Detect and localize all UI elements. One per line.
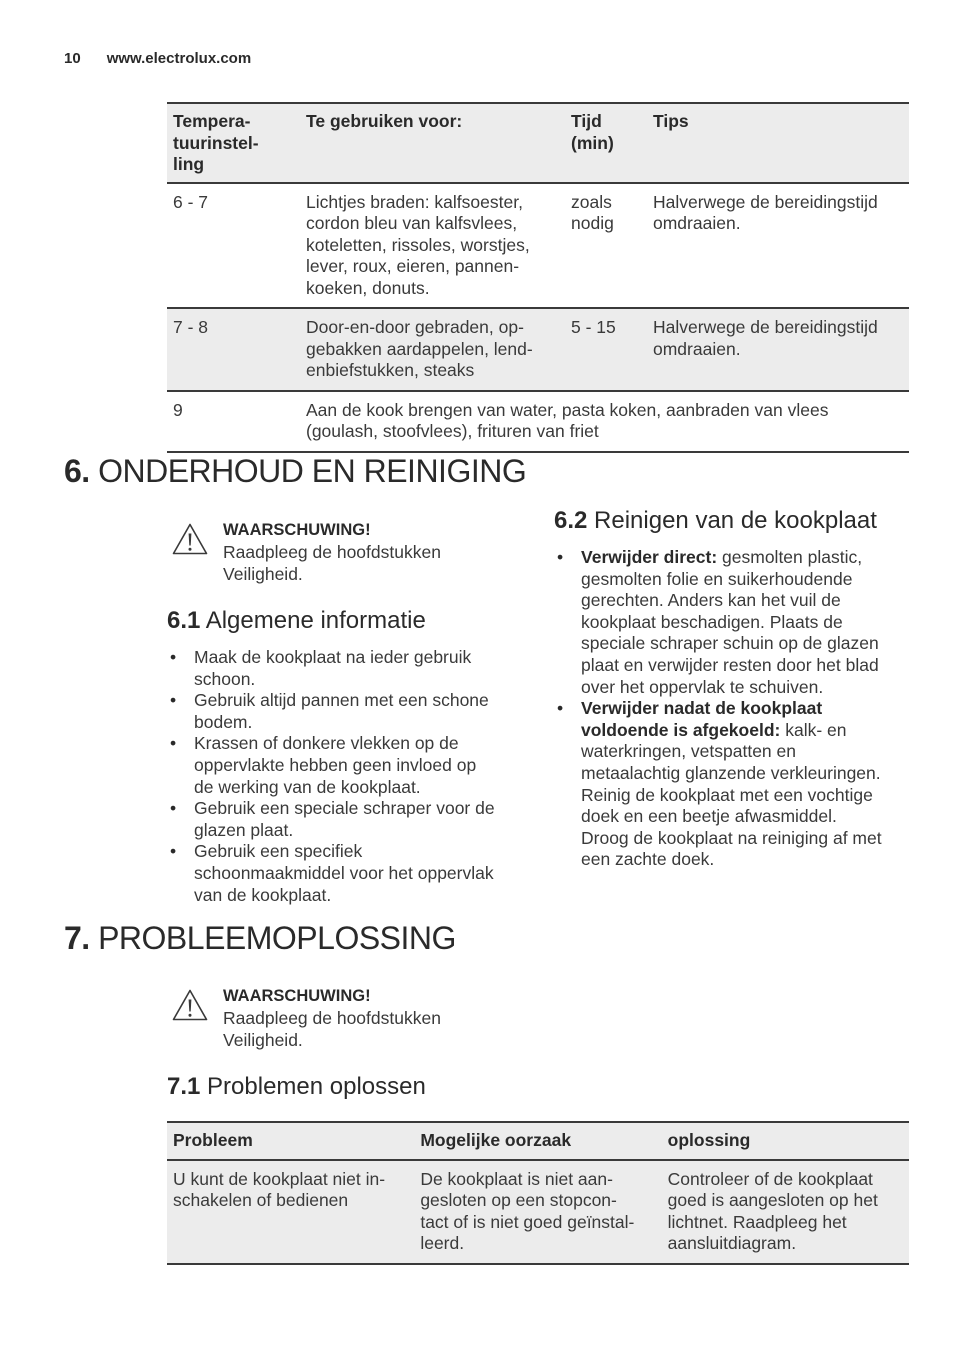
subsection-6-1-heading xyxy=(167,607,426,635)
table-cell: 7 - 8 xyxy=(167,308,300,391)
list-item-bold: Verwijder nadat de kookplaat voldoende is afgekoeld: xyxy=(581,698,823,740)
website-url[interactable]: www.electrolux.com xyxy=(106,50,252,67)
list-item xyxy=(554,698,914,871)
column-header: Tijd (min) xyxy=(565,103,647,183)
table-header-row xyxy=(167,103,909,183)
subsection-title: Problemen oplossen xyxy=(207,1073,426,1100)
subsection-6-2-heading xyxy=(554,507,877,535)
table-cell: Controleer of de kookplaat goed is aangesloten op het lichtnet. Raadpleeg het aansluitdiagram. xyxy=(662,1160,909,1264)
table-cell: De kookplaat is niet aan- gesloten op een stopcon- tact of is niet goed geïnstal- leerd. xyxy=(414,1160,661,1264)
warning-icon xyxy=(172,989,208,1021)
list-item: • Maak de kookplaat na ieder gebruik schoon. xyxy=(167,647,527,690)
table-cell: Halverwege de bereidingstijd omdraaien. xyxy=(647,183,909,309)
list-item: • Gebruik altijd pannen met een schone bodem. xyxy=(167,690,527,733)
table-cell: 5 - 15 xyxy=(565,308,647,391)
column-header: oplossing xyxy=(662,1122,909,1160)
section-title: ONDERHOUD EN REINIGING xyxy=(98,453,527,489)
list-item-bold: Verwijder direct: xyxy=(581,547,718,567)
column-header: Mogelijke oorzaak xyxy=(414,1122,661,1160)
section-number: 7. xyxy=(64,920,90,956)
warning-title: WAARSCHUWING! xyxy=(223,521,371,539)
subsection-number: 6.2 xyxy=(554,507,588,534)
table-row xyxy=(167,183,909,309)
column-header: Tips xyxy=(647,103,909,183)
troubleshooting-table xyxy=(167,1121,909,1265)
column-header: Probleem xyxy=(167,1122,414,1160)
list-item-text: gesmolten plastic, gesmolten folie en suikerhoudende gerechten. Anders kan het vuil de kookplaat beschadigen. Plaats de speciale schraper schuin op de glazen plaat en verwijder resten door het blad over het oppervlak te schuiven. xyxy=(581,547,879,697)
section-title: PROBLEEMOPLOSSING xyxy=(98,920,456,956)
table-cell: Door-en-door gebraden, op- gebakken aardappelen, lend- enbiefstukken, steaks xyxy=(300,308,565,391)
subsection-title: Reinigen van de kookplaat xyxy=(594,507,877,534)
table-cell: 6 - 7 xyxy=(167,183,300,309)
column-header: Tempera- tuurinstel- ling xyxy=(167,103,300,183)
list-item: • Gebruik een speciale schraper voor de glazen plaat. xyxy=(167,798,527,841)
warning-text: Raadpleeg de hoofdstukken Veiligheid. xyxy=(223,542,441,584)
warning-text: Raadpleeg de hoofdstukken Veiligheid. xyxy=(223,1008,441,1050)
subsection-number: 7.1 xyxy=(167,1073,201,1100)
table-cell: 9 xyxy=(167,391,300,452)
table-row xyxy=(167,308,909,391)
subsection-title: Algemene informatie xyxy=(205,607,426,634)
subsection-number: 6.1 xyxy=(167,607,201,634)
section-6-heading xyxy=(64,453,526,490)
warning-title: WAARSCHUWING! xyxy=(223,987,371,1005)
list-item xyxy=(554,547,914,698)
table-row xyxy=(167,391,909,452)
section-7-heading xyxy=(64,920,456,957)
cleaning-list xyxy=(554,547,914,871)
table-cell: Aan de kook brengen van water, pasta koken, aanbraden van vlees (goulash, stoofvlees), frituren van friet xyxy=(300,391,909,452)
general-info-list xyxy=(167,647,527,906)
table-cell: Lichtjes braden: kalfsoester, cordon bleu van kalfsvlees, koteletten, rissoles, worstjes, lever, roux, eieren, pannen- koeken, donuts. xyxy=(300,183,565,309)
list-item: • Krassen of donkere vlekken op de oppervlakte hebben geen invloed op de werking van de kookplaat. xyxy=(167,733,527,798)
column-header: Te gebruiken voor: xyxy=(300,103,565,183)
table-header-row xyxy=(167,1122,909,1160)
table-cell: Halverwege de bereidingstijd omdraaien. xyxy=(647,308,909,391)
heat-settings-table xyxy=(167,102,909,453)
list-item-text: kalk- en waterkringen, vetspatten en metaalachtig glanzende verkleuringen. Reinig de kookplaat met een vochtige doek en een beetje afwasmiddel. Droog de kookplaat na reiniging af met een zachte doek. xyxy=(581,719,882,870)
table-row xyxy=(167,1160,909,1264)
page-number: 10 xyxy=(64,50,81,67)
section-number: 6. xyxy=(64,453,90,489)
table-cell: U kunt de kookplaat niet in- schakelen of bedienen xyxy=(167,1160,414,1264)
warning-icon xyxy=(172,523,208,555)
table-cell: zoals nodig xyxy=(565,183,647,309)
subsection-7-1-heading xyxy=(167,1073,426,1101)
page-header xyxy=(64,50,251,67)
list-item: • Gebruik een specifiek schoonmaakmiddel voor het oppervlak van de kookplaat. xyxy=(167,841,527,906)
